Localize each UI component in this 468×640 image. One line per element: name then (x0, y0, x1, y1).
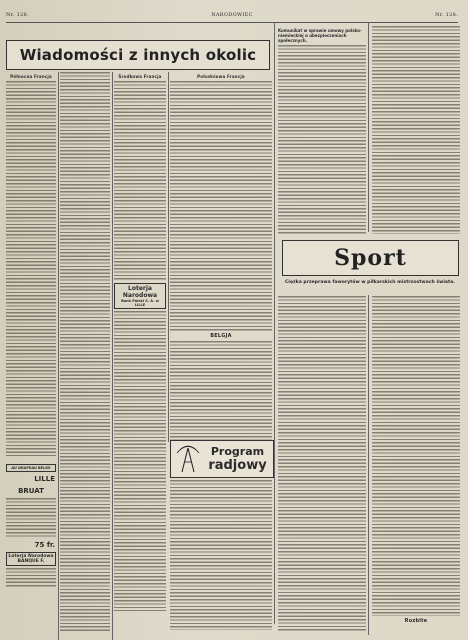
page-header (6, 12, 458, 23)
ad-text (6, 568, 56, 588)
belgia-heading: BELGJA (210, 333, 232, 339)
article-text (6, 81, 56, 456)
column-heading: Północna Francja (10, 74, 52, 79)
header-right: Nr. 128. (435, 12, 458, 18)
sport-headline: Cięźka przeprawa faworytów w piłkarskich mistrzostwach świata. (284, 280, 456, 285)
sport-title: Sport (334, 245, 407, 271)
article-text (278, 45, 366, 235)
column-4 (170, 72, 272, 440)
drapeau-ad: AU DRAPEAU BELGE (6, 464, 56, 472)
header-center: NARODOWIEC (211, 12, 253, 18)
column-rule (168, 72, 169, 442)
column-rule (274, 22, 275, 624)
radio-title-line1: Program (210, 445, 265, 458)
column-1-ads (6, 462, 56, 634)
column-rule (58, 72, 59, 640)
ad-text (6, 498, 56, 538)
column-1 (6, 72, 56, 462)
listing-text (170, 480, 272, 630)
column-2 (60, 72, 110, 640)
radio-listings (170, 480, 272, 634)
bottom-heading: Rozbite (404, 618, 428, 624)
loteria-ad-1: Loterja Narodowa Bank Polski S. A. w LILLE (114, 283, 166, 309)
article-text (170, 81, 272, 331)
sport-column-left (278, 296, 366, 636)
radio-mast-icon (174, 444, 202, 474)
loteria-ad-2: Loterja Narodowa BANQUE F. (6, 552, 56, 566)
column-rule (368, 295, 369, 635)
bruat-ad: BRUAT (18, 487, 44, 495)
radio-program-box (170, 440, 274, 478)
sport-headline-block (282, 278, 458, 292)
article-text (114, 81, 166, 281)
article-text (114, 311, 166, 611)
komunikat-heading: Komunikat w sprawie umowy polsko-niemieckiej o ubezpieczeniach społecznych. (278, 28, 362, 43)
article-text (170, 341, 272, 440)
column-rule (112, 72, 113, 640)
article-text (60, 72, 110, 632)
column-rule (368, 22, 369, 232)
article-text (372, 296, 460, 616)
section-banner (6, 40, 270, 70)
column-heading: Środkowa Francja (118, 74, 162, 79)
sport-banner (282, 240, 459, 276)
article-text (278, 296, 366, 632)
sport-column-right (372, 296, 460, 636)
column-3 (114, 72, 166, 640)
header-left: Nr. 128. (6, 12, 29, 18)
lille-ad: LILLE (34, 475, 55, 483)
column-6 (372, 26, 460, 236)
article-text (372, 26, 460, 234)
column-5 (278, 26, 366, 236)
banner-title: Wiadomości z innych okolic (19, 46, 257, 64)
column-heading: Południowa Francja (197, 74, 245, 79)
radio-title-line2: radjowy (208, 458, 267, 473)
price-ad: 75 fr. (34, 541, 55, 549)
